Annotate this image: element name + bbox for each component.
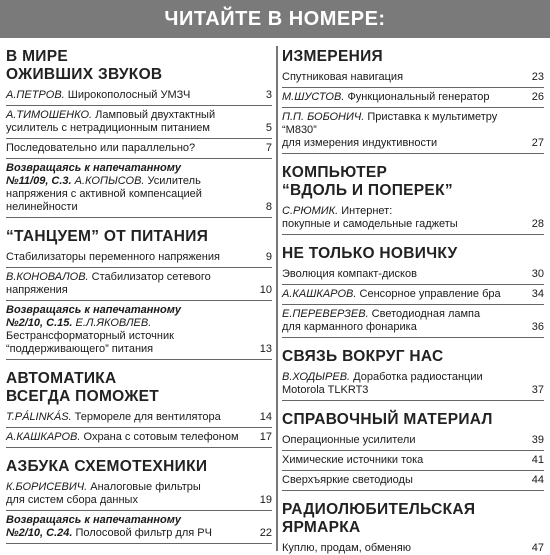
entry-title: Стабилизатор сетевого напряжения: [6, 271, 211, 296]
right-column: [282, 38, 544, 555]
entry-author: В.ХОДЫРЕВ.: [282, 371, 351, 383]
entry-title: Аналоговые фильтры для систем сбора данных: [6, 481, 201, 506]
page-number: 14: [259, 411, 272, 423]
entry-title: Ламповый двухтактный усилитель с нетрадиционным питанием: [6, 109, 216, 134]
toc-section: [282, 348, 544, 401]
entry-title: Бестрансформаторный источник “поддерживающего” питания: [6, 330, 174, 355]
left-column: [6, 38, 272, 544]
entry-title: Операционные усилители: [282, 434, 416, 446]
entry-text: [6, 142, 254, 155]
entry-title: Сверхъяркие светодиоды: [282, 474, 413, 486]
toc-entry: [282, 285, 544, 305]
entry-text: [282, 91, 526, 104]
entry-author: М.ШУСТОВ.: [282, 91, 345, 103]
reprint-note: Возвращаясь к напечатанному №2/10, С.24.: [6, 514, 181, 539]
section-title: В МИРЕ ОЖИВШИХ ЗВУКОВ: [6, 48, 163, 83]
page-number: 7: [265, 142, 272, 154]
toc-entry: [282, 368, 544, 401]
toc-entry: [282, 305, 544, 338]
page-number: 17: [259, 431, 272, 443]
page-number: 30: [531, 268, 544, 280]
toc-entry: [282, 431, 544, 451]
entry-text: [282, 71, 526, 84]
entry-text: [282, 542, 526, 555]
toc-section: [6, 458, 272, 544]
entry-author: А.ПЕТРОВ.: [6, 89, 65, 101]
reprint-note: Возвращаясь к напечатанному №2/10, С.15.: [6, 304, 181, 329]
entry-text: [282, 111, 526, 150]
entry-author: С.РЮМИК.: [282, 205, 339, 217]
entry-text: [6, 514, 254, 540]
page-number: 5: [265, 122, 272, 134]
entry-title: Доработка радиостанции Motorola TLKRT3: [282, 371, 483, 396]
section-title: АЗБУКА СХЕМОТЕХНИКИ: [6, 458, 208, 475]
toc-entry: [6, 301, 272, 360]
entry-text: [6, 162, 254, 214]
entry-title: Светодиодная лампа для карманного фонарика: [282, 308, 481, 333]
page-number: 13: [259, 343, 272, 355]
toc-entry: [6, 86, 272, 106]
toc-entry: [6, 408, 272, 428]
entry-author: А.ТИМОШЕНКО.: [6, 109, 93, 121]
section-title: СВЯЗЬ ВОКРУГ НАС: [282, 348, 444, 365]
entry-text: [282, 288, 526, 301]
toc-section: [282, 164, 544, 235]
toc-entry: [6, 268, 272, 301]
toc-section: [6, 48, 272, 218]
toc-section: [6, 370, 272, 448]
toc-section: [282, 245, 544, 338]
page-number: 22: [259, 527, 272, 539]
page-number: 23: [531, 71, 544, 83]
section-title: НЕ ТОЛЬКО НОВИЧКУ: [282, 245, 458, 262]
section-title: АВТОМАТИКА ВСЕГДА ПОМОЖЕТ: [6, 370, 160, 405]
entry-author: А.КАШКАРОВ.: [282, 288, 357, 300]
section-title: РАДИОЛЮБИТЕЛЬСКАЯ ЯРМАРКА: [282, 501, 476, 536]
entry-title: Последовательно или параллельно?: [6, 142, 196, 154]
entry-text: [6, 251, 254, 264]
page-number: 3: [265, 89, 272, 101]
toc-entry: [6, 248, 272, 268]
entry-author: А.КАШКАРОВ.: [6, 431, 81, 443]
toc-entry: [6, 106, 272, 139]
page-number: 9: [265, 251, 272, 263]
page-number: 44: [531, 474, 544, 486]
toc-entry: [6, 511, 272, 544]
toc-entry: [282, 202, 544, 235]
page-number: 34: [531, 288, 544, 300]
page-number: 27: [531, 137, 544, 149]
toc-entry: [282, 68, 544, 88]
toc-entry: [282, 265, 544, 285]
entry-author: В.КОНОВАЛОВ.: [6, 271, 89, 283]
page-number: 47: [531, 542, 544, 554]
page-number: 36: [531, 321, 544, 333]
entry-text: [6, 89, 254, 102]
toc-section: [282, 411, 544, 491]
entry-title: Куплю, продам, обменяю: [282, 542, 411, 554]
section-title: ИЗМЕРЕНИЯ: [282, 48, 383, 65]
page-number: 37: [531, 384, 544, 396]
entry-title: Сенсорное управление бра: [356, 288, 501, 300]
toc-entry: [6, 478, 272, 511]
entry-text: [282, 454, 526, 467]
toc-entry: [6, 159, 272, 218]
page-number: 19: [259, 494, 272, 506]
entry-text: [6, 431, 254, 444]
entry-title: Полосовой фильтр для РЧ: [72, 527, 212, 539]
entry-title: Спутниковая навигация: [282, 71, 404, 83]
entry-author: Е.Л.ЯКОВЛЕВ.: [72, 317, 152, 329]
toc-entry: [282, 471, 544, 491]
entry-title: Стабилизаторы переменного напряжения: [6, 251, 220, 263]
section-title: “ТАНЦУЕМ” ОТ ПИТАНИЯ: [6, 228, 209, 245]
toc-entry: [6, 139, 272, 159]
entry-text: [282, 268, 526, 281]
contents-title: ЧИТАЙТЕ В НОМЕРЕ:: [164, 7, 386, 30]
entry-text: [282, 308, 526, 334]
entry-title: Термореле для вентилятора: [71, 411, 221, 423]
entry-text: [6, 481, 254, 507]
toc-section: [282, 501, 544, 555]
column-divider: [276, 46, 278, 551]
page-number: 28: [531, 218, 544, 230]
page-number: 39: [531, 434, 544, 446]
entry-text: [282, 434, 526, 447]
toc-section: [6, 228, 272, 360]
toc-entry: [282, 88, 544, 108]
page-number: 26: [531, 91, 544, 103]
section-title: СПРАВОЧНЫЙ МАТЕРИАЛ: [282, 411, 493, 428]
entry-text: [6, 271, 254, 297]
entry-title: Охрана с сотовым телефоном: [80, 431, 239, 443]
entry-author: П.П. БОБОНИЧ.: [282, 111, 365, 123]
entry-text: [6, 304, 254, 356]
entry-text: [6, 109, 254, 135]
reprint-note: Возвращаясь к напечатанному №11/09, С.3.: [6, 162, 181, 187]
entry-text: [6, 411, 254, 424]
page-number: 10: [259, 284, 272, 296]
contents-banner: [0, 0, 550, 38]
toc-entry: [282, 451, 544, 471]
page-number: 8: [265, 201, 272, 213]
section-title: КОМПЬЮТЕР “ВДОЛЬ И ПОПЕРЕК”: [282, 164, 453, 199]
entry-text: [282, 474, 526, 487]
entry-author: Е.ПЕРЕВЕРЗЕВ.: [282, 308, 369, 320]
entry-title: Интернет: покупные и самодельные гаджеты: [282, 205, 458, 230]
entry-author: T.PÁLINKÁS.: [6, 411, 72, 423]
entry-title: Эволюция компакт-дисков: [282, 268, 417, 280]
entry-text: [282, 205, 526, 231]
entry-text: [282, 371, 526, 397]
page-number: 41: [531, 454, 544, 466]
entry-author: А.КОПЫСОВ.: [71, 175, 145, 187]
entry-title: Химические источники тока: [282, 454, 424, 466]
entry-author: К.БОРИСЕВИЧ.: [6, 481, 88, 493]
toc-section: [282, 48, 544, 154]
entry-title: Функциональный генератор: [344, 91, 490, 103]
entry-title: Усилитель напряжения с активной компенсацией нелинейности: [6, 175, 202, 213]
toc-entry: [282, 108, 544, 154]
toc-entry: [282, 539, 544, 555]
toc-entry: [6, 428, 272, 448]
entry-title: Приставка к мультиметру “M830” для измерения индуктивности: [282, 111, 498, 149]
entry-title: Широкополосный УМЗЧ: [64, 89, 191, 101]
